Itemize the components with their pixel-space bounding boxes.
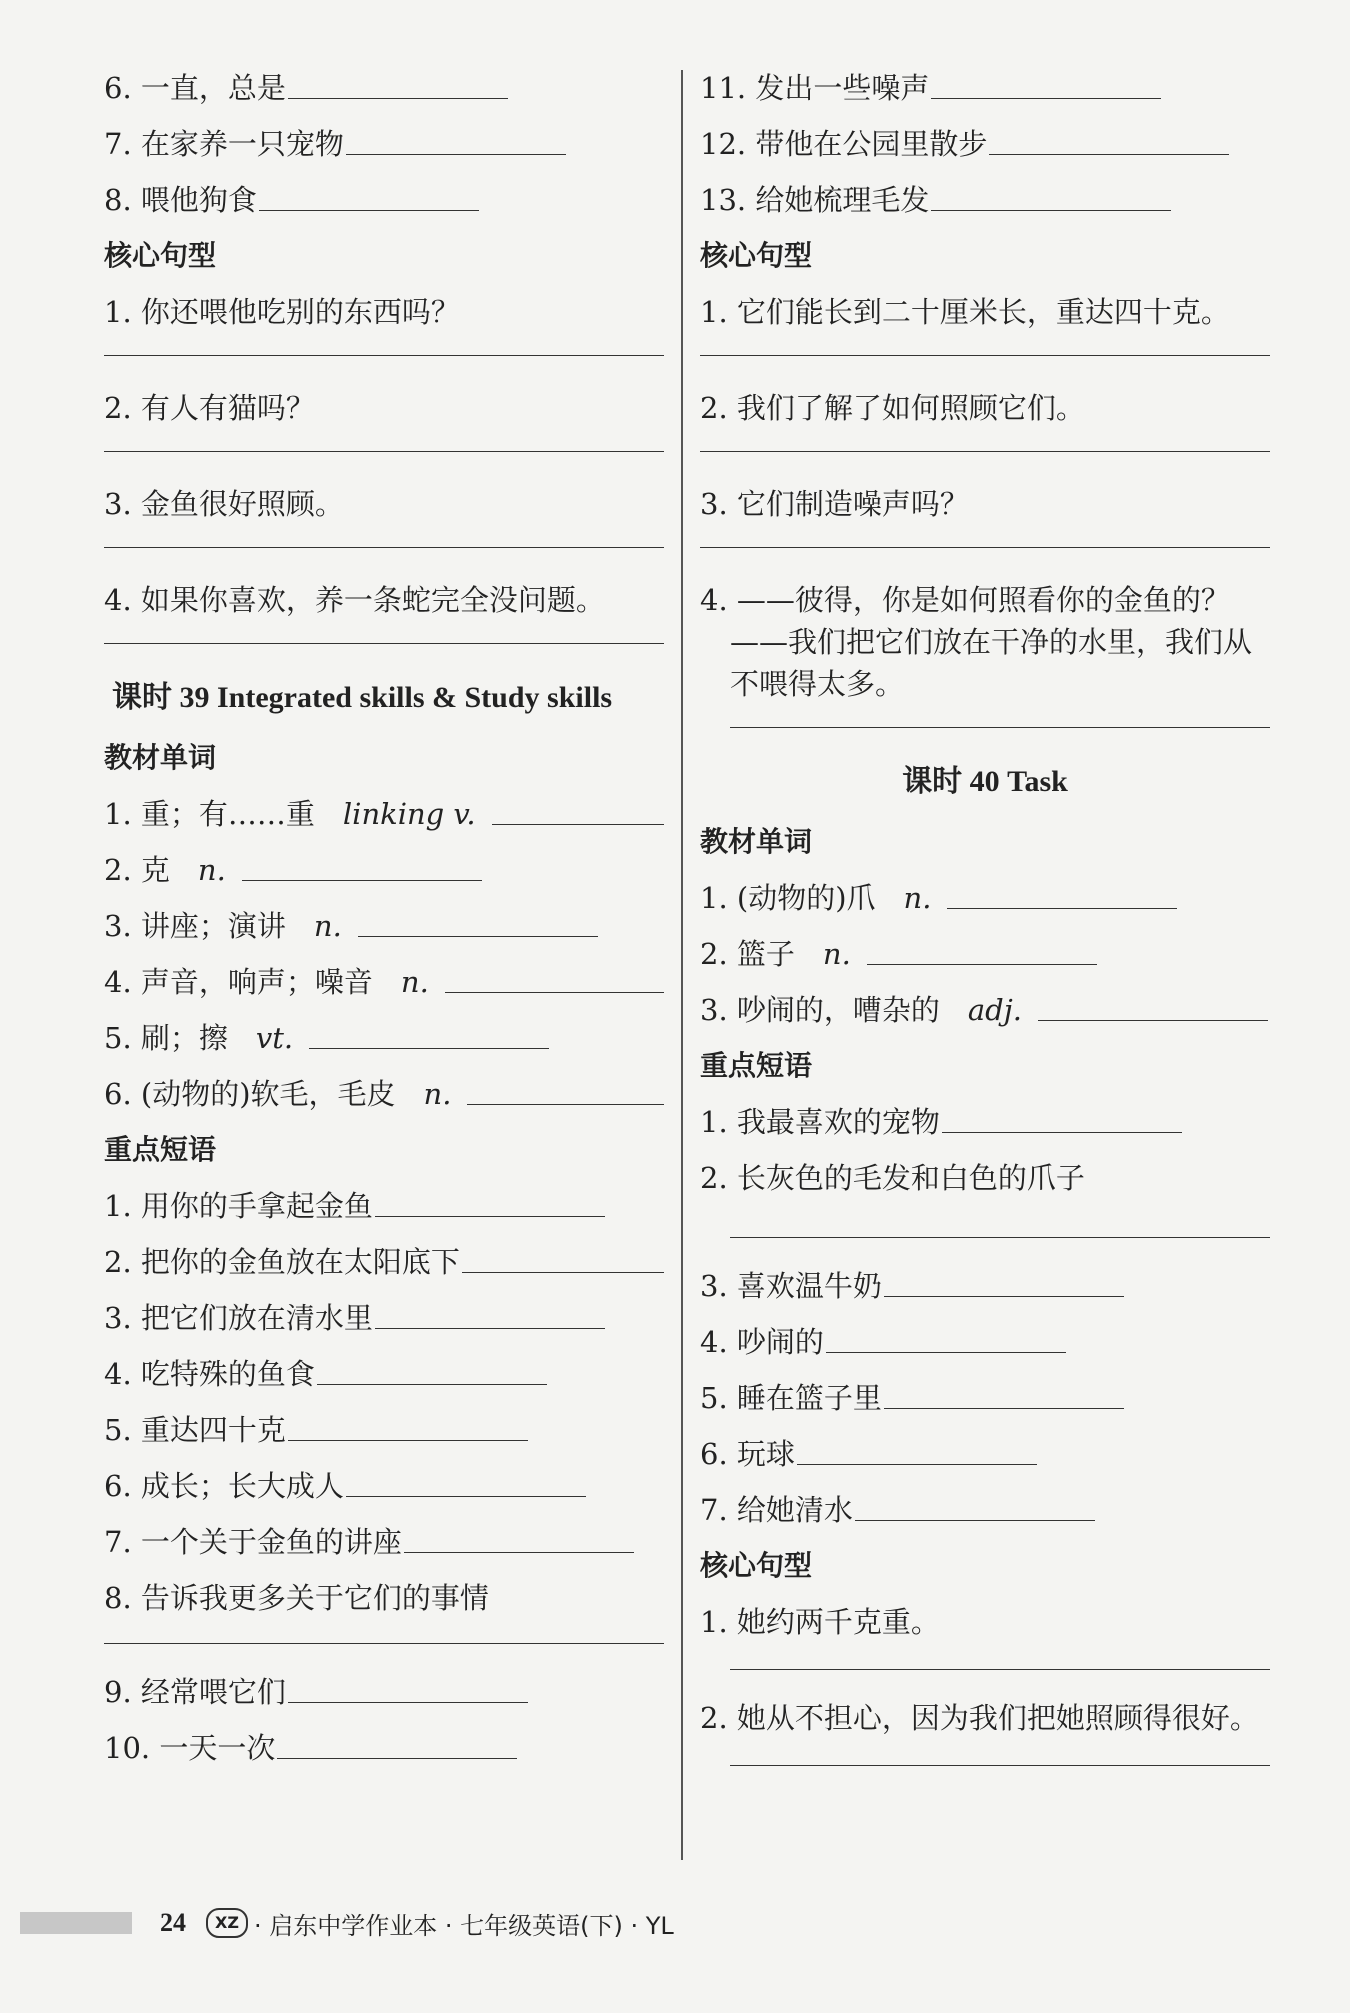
footer-bar (20, 1912, 132, 1934)
answer-blank[interactable] (375, 1188, 605, 1217)
sentence-item: 2. 她从不担心，因为我们把她照顾得很好。 (700, 1701, 1259, 1735)
word-item: 4. 声音，响声；噪音 n. (104, 964, 664, 1020)
answer-blank[interactable] (855, 1492, 1095, 1521)
answer-line[interactable] (700, 354, 1270, 356)
sentence-item: 3. 它们制造噪声吗？ (700, 487, 969, 521)
answer-blank[interactable] (492, 796, 664, 825)
answer-blank[interactable] (867, 936, 1097, 965)
answer-blank[interactable] (242, 852, 482, 881)
answer-line[interactable] (700, 450, 1270, 452)
answer-blank[interactable] (309, 1020, 549, 1049)
phrase-item: 5. 重达四十克 (104, 1412, 664, 1468)
answer-blank[interactable] (797, 1436, 1037, 1465)
phrase-item: 9. 经常喂它们 (104, 1674, 664, 1730)
answer-blank[interactable] (277, 1730, 517, 1759)
publisher-logo: XZ (206, 1908, 248, 1938)
sentence-item: 2. 有人有猫吗？ (104, 391, 315, 425)
word-item: 2. 克 n. (104, 852, 664, 908)
right-column (700, 70, 1270, 1766)
section-heading: 重点短语 (700, 1049, 813, 1082)
answer-blank[interactable] (259, 182, 479, 211)
phrase-item: 12. 带他在公园里散步 (700, 126, 1270, 182)
answer-line[interactable] (104, 354, 664, 356)
lesson-title: 课时 40 Task (902, 765, 1068, 798)
left-column (104, 70, 664, 1786)
column-divider (681, 70, 683, 1860)
word-item: 5. 刷；擦 vt. (104, 1020, 664, 1076)
answer-blank[interactable] (375, 1300, 605, 1329)
answer-line[interactable] (104, 450, 664, 452)
sentence-item: 4. 如果你喜欢，养一条蛇完全没问题。 (104, 583, 605, 617)
answer-blank[interactable] (358, 908, 598, 937)
answer-blank[interactable] (288, 1412, 528, 1441)
page-number: 24 (160, 1908, 186, 1937)
phrase-item: 7. 一个关于金鱼的讲座 (104, 1524, 664, 1580)
page-footer (0, 1898, 1350, 1948)
answer-blank[interactable] (445, 964, 664, 993)
answer-line[interactable] (730, 1668, 1270, 1670)
phrase-item: 10. 一天一次 (104, 1730, 664, 1786)
sentence-item: 1. 她约两千克重。 (700, 1605, 940, 1639)
word-item: 3. 吵闹的，嘈杂的 adj. (700, 992, 1270, 1048)
phrase-item: 4. 吃特殊的鱼食 (104, 1356, 664, 1412)
section-heading: 教材单词 (104, 741, 217, 774)
section-heading: 重点短语 (104, 1133, 217, 1166)
phrase-item: 1. 我最喜欢的宠物 (700, 1104, 1270, 1160)
answer-blank[interactable] (317, 1356, 547, 1385)
answer-line[interactable] (730, 1764, 1270, 1766)
phrase-item: 7. 在家养一只宠物 (104, 126, 664, 182)
answer-blank[interactable] (1038, 992, 1268, 1021)
section-heading: 核心句型 (700, 239, 813, 272)
answer-blank[interactable] (404, 1524, 634, 1553)
lesson-title: 课时 39 Integrated skills & Study skills (112, 681, 613, 714)
phrase-item: 4. 吵闹的 (700, 1324, 1270, 1380)
sentence-item: 1. 它们能长到二十厘米长，重达四十克。 (700, 295, 1230, 329)
section-heading: 核心句型 (700, 1549, 813, 1582)
phrase-item: 8. 告诉我更多关于它们的事情 (104, 1581, 489, 1615)
phrase-item: 5. 睡在篮子里 (700, 1380, 1270, 1436)
word-item: 2. 篮子 n. (700, 936, 1270, 992)
answer-blank[interactable] (346, 126, 566, 155)
answer-line[interactable] (700, 546, 1270, 548)
answer-blank[interactable] (947, 880, 1177, 909)
answer-blank[interactable] (346, 1468, 586, 1497)
answer-line[interactable] (730, 726, 1270, 728)
answer-blank[interactable] (826, 1324, 1066, 1353)
phrase-item: 3. 把它们放在清水里 (104, 1300, 664, 1356)
sentence-reply: 不喂得太多。 (730, 667, 905, 701)
phrase-item: 8. 喂他狗食 (104, 182, 664, 238)
answer-line[interactable] (104, 546, 664, 548)
word-item: 1. (动物的)爪 n. (700, 880, 1270, 936)
word-item: 1. 重；有……重 linking v. (104, 796, 664, 852)
phrase-item: 3. 喜欢温牛奶 (700, 1268, 1270, 1324)
answer-blank[interactable] (989, 126, 1229, 155)
phrase-item: 1. 用你的手拿起金鱼 (104, 1188, 664, 1244)
answer-line[interactable] (104, 642, 664, 644)
answer-blank[interactable] (884, 1380, 1124, 1409)
answer-line[interactable] (104, 1642, 664, 1644)
answer-line[interactable] (730, 1236, 1270, 1238)
sentence-reply: ——我们把它们放在干净的水里，我们从 (730, 625, 1253, 659)
answer-blank[interactable] (942, 1104, 1182, 1133)
sentence-item: 3. 金鱼很好照顾。 (104, 487, 344, 521)
word-item: 3. 讲座；演讲 n. (104, 908, 664, 964)
phrase-item: 13. 给她梳理毛发 (700, 182, 1270, 238)
word-item: 6. (动物的)软毛，毛皮 n. (104, 1076, 664, 1132)
sentence-item: 2. 我们了解了如何照顾它们。 (700, 391, 1085, 425)
answer-blank[interactable] (931, 182, 1171, 211)
phrase-item: 2. 长灰色的毛发和白色的爪子 (700, 1161, 1085, 1195)
phrase-item: 6. 成长；长大成人 (104, 1468, 664, 1524)
answer-blank[interactable] (288, 1674, 528, 1703)
section-heading: 核心句型 (104, 239, 217, 272)
phrase-item: 2. 把你的金鱼放在太阳底下 (104, 1244, 664, 1300)
answer-blank[interactable] (931, 70, 1161, 99)
phrase-item: 7. 给她清水 (700, 1492, 1270, 1548)
sentence-item: 1. 你还喂他吃别的东西吗？ (104, 295, 460, 329)
phrase-item: 6. 一直，总是 (104, 70, 664, 126)
sentence-item: 4. ——彼得，你是如何照看你的金鱼的？ (700, 583, 1230, 617)
book-title: · 启东中学作业本 · 七年级英语(下) · YL (254, 1911, 674, 1940)
section-heading: 教材单词 (700, 825, 813, 858)
phrase-item: 6. 玩球 (700, 1436, 1270, 1492)
phrase-item: 11. 发出一些噪声 (700, 70, 1270, 126)
answer-blank[interactable] (288, 70, 508, 99)
answer-blank[interactable] (462, 1244, 664, 1273)
answer-blank[interactable] (467, 1076, 664, 1105)
answer-blank[interactable] (884, 1268, 1124, 1297)
